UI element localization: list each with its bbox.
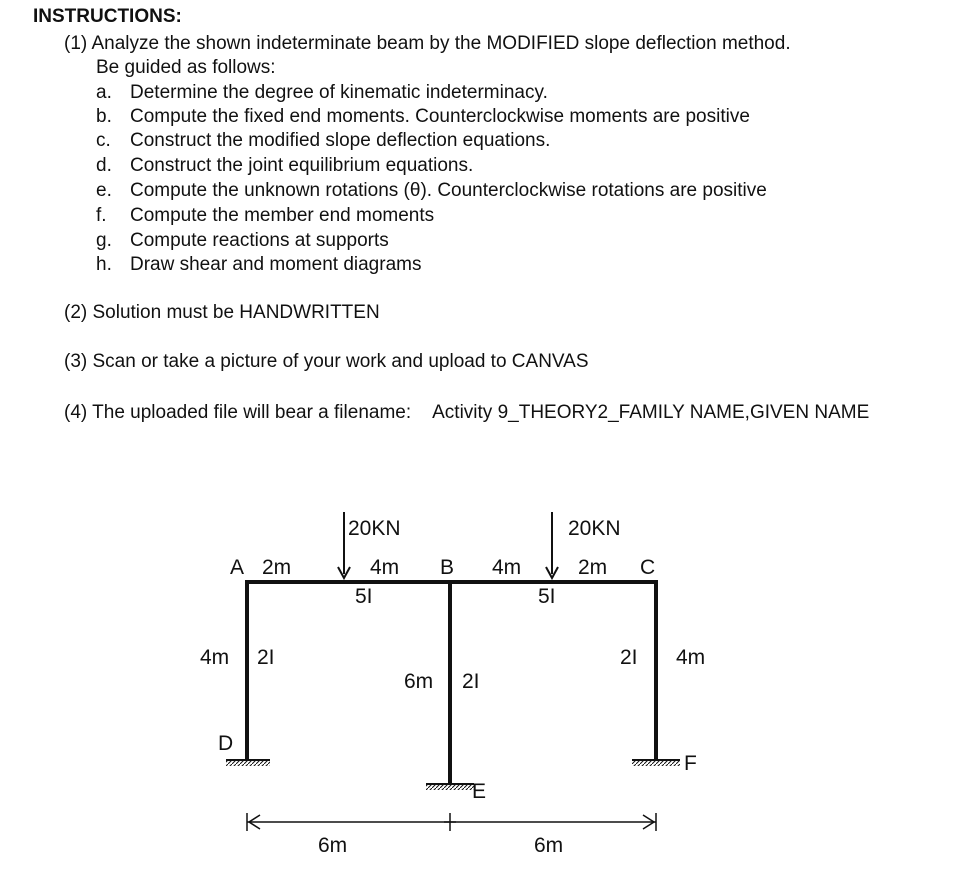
step-text: Compute reactions at supports — [130, 230, 389, 251]
span-label-bc-left: 4m — [492, 556, 522, 579]
dimension-label-right: 6m — [534, 834, 564, 857]
step-letter: c. — [96, 130, 111, 151]
step-text: Draw shear and moment diagrams — [130, 254, 422, 275]
step-letter: h. — [96, 254, 112, 275]
column-be-length: 6m — [404, 670, 434, 693]
instruction-item-1: (1) Analyze the shown indeterminate beam by the MODIFIED slope deflection method. — [64, 33, 791, 54]
step-text: Construct the modified slope deflection equations. — [130, 130, 551, 151]
instruction-item-3: (3) Scan or take a picture of your work and upload to CANVAS — [64, 351, 589, 372]
column-ad-stiffness: 2I — [257, 646, 275, 669]
fixed-support-f — [632, 760, 680, 766]
step-text: Construct the joint equilibrium equations. — [130, 155, 474, 176]
step-letter: e. — [96, 180, 112, 201]
fixed-support-d — [226, 760, 270, 766]
instructions-heading: INSTRUCTIONS: — [33, 6, 182, 27]
step-letter: f. — [96, 205, 107, 226]
step-text: Compute the unknown rotations (θ). Counterclockwise rotations are positive — [130, 180, 767, 201]
load-label-left: 20KN — [348, 517, 401, 540]
joint-label-e: E — [472, 780, 487, 803]
step-text: Determine the degree of kinematic indeterminacy. — [130, 82, 548, 103]
fixed-support-e — [426, 784, 474, 790]
step-letter: b. — [96, 106, 112, 127]
instruction-item-2: (2) Solution must be HANDWRITTEN — [64, 302, 380, 323]
step-text: Compute the fixed end moments. Counterclockwise moments are positive — [130, 106, 750, 127]
joint-label-f: F — [684, 752, 697, 775]
column-cf-stiffness: 2I — [620, 646, 638, 669]
span-label-ab-left: 2m — [262, 556, 292, 579]
column-ad-length: 4m — [200, 646, 230, 669]
joint-label-a: A — [230, 556, 245, 579]
step-letter: g. — [96, 230, 112, 251]
step-text: Compute the member end moments — [130, 205, 435, 226]
step-letter: d. — [96, 155, 112, 176]
stiffness-label-bc: 5I — [538, 585, 556, 608]
column-be-stiffness: 2I — [462, 670, 480, 693]
column-cf-length: 4m — [676, 646, 706, 669]
instruction-item-1-guide: Be guided as follows: — [96, 57, 276, 78]
span-label-ab-right: 4m — [370, 556, 400, 579]
joint-label-d: D — [218, 732, 234, 755]
dimension-label-left: 6m — [318, 834, 348, 857]
stiffness-label-ab: 5I — [355, 585, 373, 608]
load-label-right: 20KN — [568, 517, 621, 540]
joint-label-c: C — [640, 556, 656, 579]
joint-label-b: B — [440, 556, 455, 579]
load-arrow-right — [546, 512, 558, 578]
dimension-line — [247, 813, 656, 831]
filename-value: Activity 9_THEORY2_FAMILY NAME,GIVEN NAME — [432, 402, 870, 423]
filename-prompt: (4) The uploaded file will bear a filename: — [64, 402, 412, 423]
span-label-bc-right: 2m — [578, 556, 608, 579]
step-letter: a. — [96, 82, 112, 103]
